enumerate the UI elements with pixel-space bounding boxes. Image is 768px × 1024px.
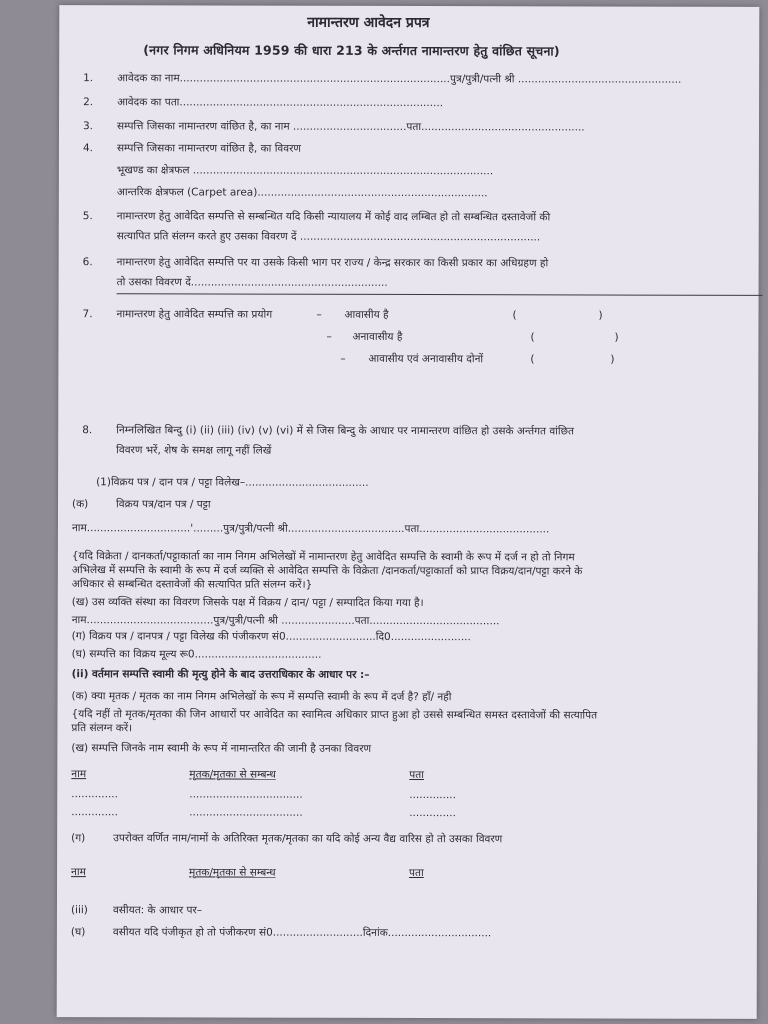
column-address: पता [409, 867, 424, 880]
inheritance-note: प्रति संलग्न करें। [71, 722, 133, 735]
bracket-close[interactable]: ) [610, 353, 615, 366]
will-heading: वसीयत: के आधार पर– [112, 904, 203, 917]
successor-address-field[interactable]: .............. [409, 807, 456, 820]
bracket-open[interactable]: ( [530, 353, 535, 366]
point-instruction-text: निम्नलिखित बिन्दु (i) (ii) (iii) (iv) (v) (vi) में से जिस बिन्दु के आधार पर नामान्तरण वांछित हो उसके अर्न्तगत वांछित [116, 424, 574, 438]
successor-relation-field[interactable]: .................................. [189, 806, 303, 819]
item-number: 1. [83, 72, 94, 85]
carpet-area-field[interactable]: आन्तरिक क्षेत्रफल (Carpet area)..................................................................... [116, 186, 488, 200]
other-heirs-label: उपरोक्त वर्णित नाम/नामों के अतिरिक्त मृतक/मृतका का यदि कोई अन्य वैद्य वारिस हो तो उसका विवरण [113, 832, 503, 846]
sale-deed-heading[interactable]: (1)विक्रय पत्र / दान पत्र / पट्टा विलेख–..................................... [96, 476, 369, 489]
item-number: 3. [82, 120, 94, 133]
successor-detail-label: (ख) सम्पत्ति जिनके नाम स्वामी के रूप में नामान्तरित की जानी है उनका विवरण [71, 742, 372, 755]
buyer-detail-label: (ख) उस व्यक्ति संस्था का विवरण जिसके पक्ष में विक्रय / दान/ पट्टा / सम्पादित किया गया है। [71, 596, 424, 610]
acquisition-text: नामान्तरण हेतु आवेदित सम्पत्ति पर या उसके किसी भाग पर राज्य / केन्द्र सरकार का किसी प्रकार का अधिग्रहण हो [116, 256, 549, 270]
dash: – [316, 308, 322, 321]
column-address: पता [409, 769, 424, 782]
court-case-text: नामान्तरण हेतु आवेदित सम्पत्ति से सम्बन्धित यदि किसी न्यायालय में कोई वाद लम्बित हो तो सम्बन्धित दस्तावेजों की [116, 210, 551, 224]
column-relation: मृतक/मृतका से सम्बन्ध [189, 866, 276, 879]
successor-address-field[interactable]: .............. [409, 789, 457, 802]
form-sheet [57, 5, 760, 1019]
item-number: 5. [82, 210, 93, 223]
seller-name-field[interactable]: नाम...............................'.........पुत्र/पुत्री/पत्नी श्री...................................पता....................................... [71, 522, 550, 536]
seller-note: {यदि विक्रेता / दानकर्ता/पट्टाकार्ता का नाम निगम अभिलेखों में नामान्तरण हेतु आवेदित सम्पत्ति के स्वामी के रूप में दर्ज न हो तो निगम [71, 550, 575, 564]
acquisition-field[interactable]: तो उसका विवरण दें........................................................... [116, 276, 388, 289]
item-number: 8. [82, 424, 93, 437]
applicant-address-field[interactable]: आवेदक का पता............................................................................... [117, 96, 444, 110]
bracket-open[interactable]: ( [530, 331, 535, 344]
plot-area-field[interactable]: भूखण्ड का क्षेत्रफल .......................................................................................... [116, 164, 494, 178]
will-registration-field[interactable]: वसीयत यदि पंजीकृत हो तो पंजीकरण सं0...........................दिनांक............................... [112, 926, 492, 940]
successor-name-field[interactable]: .............. [71, 806, 118, 819]
column-relation: मृतक/मृतका से सम्बन्ध [189, 768, 276, 781]
item-number: 6. [82, 256, 93, 269]
deceased-record-question[interactable]: (क) क्या मृतक / मृतक का नाम निगम अभिलेखों के रूप में सम्पत्ति स्वामी के रूप में दर्ज है? हाँ/ नही [71, 690, 452, 704]
column-name: नाम [71, 866, 86, 879]
item-number: 4. [82, 142, 93, 155]
sub-item-marker: (iii) [70, 904, 88, 917]
seller-note: अधिकार से सम्बन्धित दस्तावेजों की सत्यापित प्रति संलग्न करें।} [71, 578, 313, 591]
bracket-close[interactable]: ) [598, 309, 603, 322]
form-title: नामान्तरण आवेदन प्रपत्र [307, 14, 430, 32]
inheritance-heading: (ii) वर्तमान सम्पत्ति स्वामी की मृत्यु होने के बाद उत्तराधिकार के आधार पर :– [71, 668, 370, 681]
sale-deed-label: विक्रय पत्र/दान पत्र / पट्टा [116, 498, 211, 511]
registration-number-field[interactable]: (ग) विक्रय पत्र / दानपत्र / पट्टा विलेख की पंजीकरण सं0...........................दि0........................ [71, 630, 471, 644]
successor-relation-field[interactable]: .................................. [189, 788, 303, 801]
bracket-open[interactable]: ( [512, 309, 517, 322]
seller-note: अभिलेख में सम्पत्ति के स्वामी के रूप में दर्ज व्यक्ति से आवेदित सम्पत्ति के विक्रेता /दानकर्ता/पट्टाकार्ता को प्राप्त विक्रय/दान/पट्टा करने के [71, 564, 583, 578]
item-number: 2. [83, 96, 94, 109]
column-name: नाम [71, 768, 87, 781]
sub-item-marker: (क) [72, 498, 89, 511]
property-detail-label: सम्पत्ति जिसका नामान्तरण वांछित है, का विवरण [116, 142, 302, 155]
dash: – [326, 330, 332, 343]
sub-item-marker: (घ) [70, 926, 86, 939]
court-case-field[interactable]: सत्यापित प्रति संलग्न करते हुए उसका विवरण दें ........................................................................ [116, 230, 541, 244]
sale-value-field[interactable]: (घ) सम्पत्ति का विक्रय मूल्य रू0...................................... [71, 648, 322, 661]
sub-item-marker: (ग) [71, 832, 86, 845]
property-name-field[interactable]: सम्पत्ति जिसका नामान्तरण वांछित है, का नाम ..................................पता................................................. [116, 120, 585, 134]
point-instruction-text: विवरण भरें, शेष के समक्ष लागू नहीं लिखें [116, 444, 272, 457]
form-subtitle: (नगर निगम अधिनियम 1959 की धारा 213 के अर्न्तगत नामान्तरण हेतु वांछित सूचना) [143, 42, 560, 59]
usage-label: नामान्तरण हेतु आवेदित सम्पत्ति का प्रयोग [116, 308, 273, 321]
bracket-close[interactable]: ) [614, 331, 619, 344]
inheritance-note: {यदि नहीं तो मृतक/मृतका की जिन आधारों पर आवेदित का स्वामित्व अधिकार प्राप्त हुआ हो उससे सम्बन्धित समस्त दस्तावेजों की सत्यापित [71, 708, 598, 722]
applicant-name-field[interactable]: आवेदक का नाम.................................................................................पुत्र/पुत्री/पत्नी श्री ................................................. [117, 72, 682, 86]
buyer-name-field[interactable]: नाम......................................पुत्र/पुत्री/पत्नी श्री ......................पता....................................... [71, 614, 500, 628]
dash: – [340, 352, 346, 365]
usage-nonresidential-label: अनावासीय है [352, 330, 403, 343]
successor-name-field[interactable]: .............. [71, 788, 119, 801]
item-number: 7. [82, 308, 93, 321]
usage-both-label: आवासीय एवं अनावासीय दोनों [368, 352, 484, 366]
divider [117, 293, 763, 296]
usage-residential-label: आवासीय है [344, 308, 389, 321]
